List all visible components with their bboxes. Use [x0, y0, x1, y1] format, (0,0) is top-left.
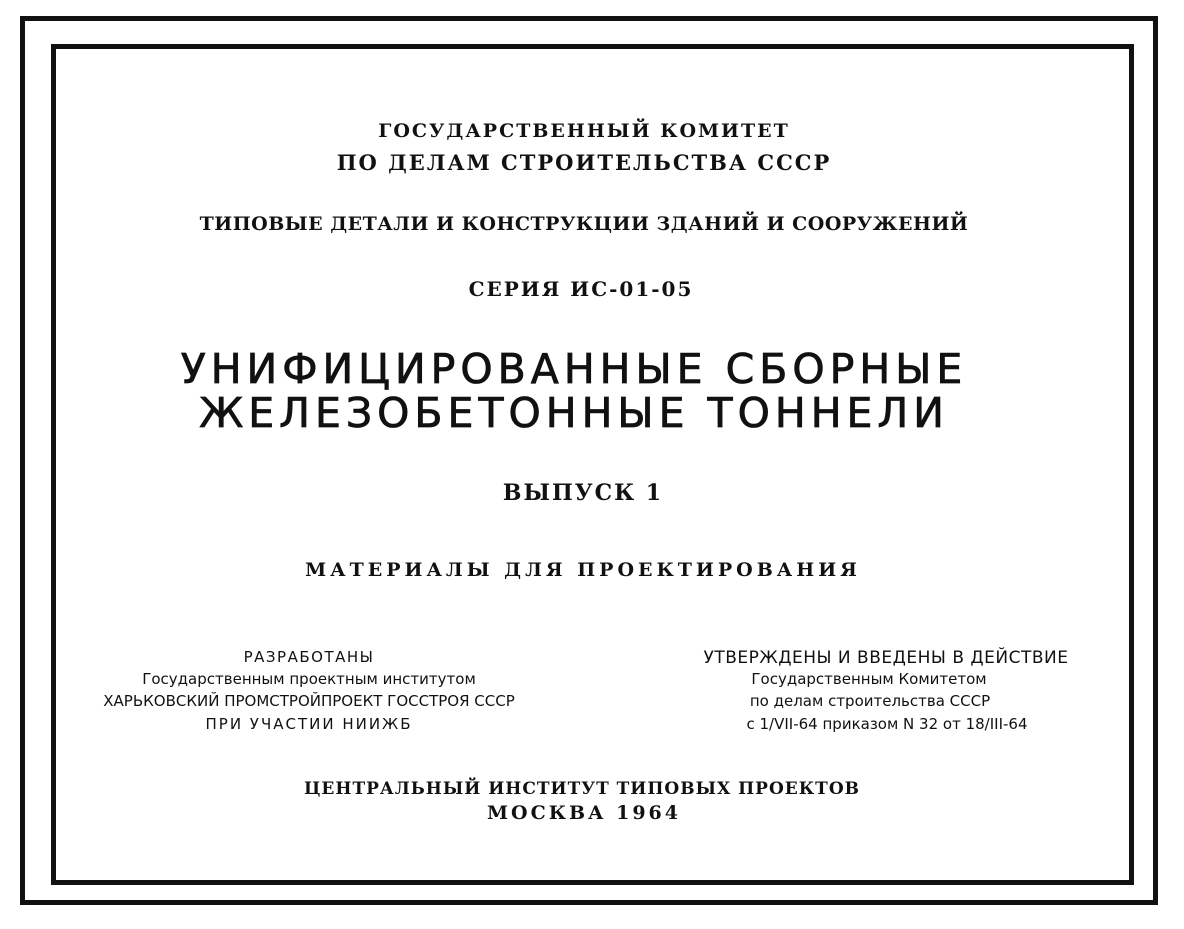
title-line-1: УНИФИЦИРОВАННЫЕ СБОРНЫЕ: [180, 345, 968, 393]
title-line-2: ЖЕЛЕЗОБЕТОННЫЕ ТОННЕЛИ: [199, 389, 949, 437]
approved-line-4: с 1/VII-64 приказом N 32 от 18/III-64: [746, 715, 1028, 733]
series-label: СЕРИЯ ИС-01-05: [468, 277, 694, 301]
materials-label: МАТЕРИАЛЫ ДЛЯ ПРОЕКТИРОВАНИЯ: [305, 559, 861, 581]
publisher-institute: ЦЕНТРАЛЬНЫЙ ИНСТИТУТ ТИПОВЫХ ПРОЕКТОВ: [303, 779, 861, 799]
publisher-city-year: МОСКВА 1964: [486, 802, 682, 824]
developed-line-4: ПРИ УЧАСТИИ НИИЖБ: [205, 715, 413, 733]
committee-line-1: ГОСУДАРСТВЕННЫЙ КОМИТЕТ: [378, 120, 790, 142]
approved-line-3: по делам строительства СССР: [749, 692, 991, 710]
approved-line-1: УТВЕРЖДЕНЫ И ВВЕДЕНЫ В ДЕЙСТВИЕ: [703, 648, 1069, 668]
developed-line-1: РАЗРАБОТАНЫ: [243, 648, 375, 666]
subject-line: ТИПОВЫЕ ДЕТАЛИ И КОНСТРУКЦИИ ЗДАНИЙ И СООРУЖЕНИЙ: [199, 213, 969, 235]
approved-line-2: Государственным Комитетом: [751, 670, 987, 688]
developed-line-2: Государственным проектным институтом: [142, 670, 476, 688]
committee-line-2: ПО ДЕЛАМ СТРОИТЕЛЬСТВА СССР: [336, 150, 832, 175]
issue-label: ВЫПУСК 1: [502, 480, 664, 506]
developed-line-3: ХАРЬКОВСКИЙ ПРОМСТРОЙПРОЕКТ ГОССТРОЯ СССР: [103, 692, 515, 710]
